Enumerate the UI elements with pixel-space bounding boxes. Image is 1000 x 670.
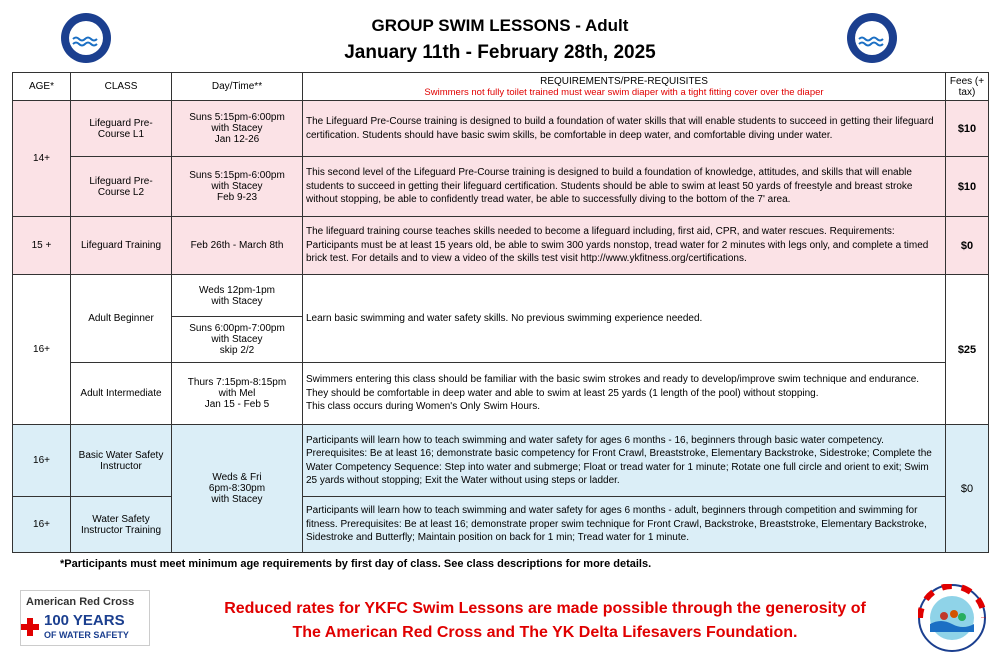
class-name: Lifeguard Pre-Course L2: [71, 157, 172, 217]
table-header-row: [13, 73, 989, 101]
requirements-text: The Lifeguard Pre-Course training is designed to build a foundation of water skills that will enable students to succeed in getting their lifeguard certification. Students should have basic swim skills, be comfortable in deep water, and comfortable diving under water.: [303, 101, 946, 157]
col-header-requirements: REQUIREMENTS/PRE-REQUISITES Swimmers not fully toilet trained must wear swim diaper with a tight fitting cover over the diaper: [303, 73, 946, 101]
table-row: [13, 157, 989, 217]
fee-cell: $0: [946, 217, 989, 275]
age-cell: 16+: [13, 275, 71, 425]
day-time: Feb 26th - March 8th: [172, 217, 303, 275]
age-requirement-note: *Participants must meet minimum age requirements by first day of class. See class descriptions for more details.: [60, 558, 652, 570]
col-header-fees: Fees (+ tax): [946, 73, 989, 101]
col-header-class: CLASS: [71, 73, 172, 101]
class-name: Basic Water Safety Instructor: [71, 425, 172, 497]
lifesavers-foundation-logo-icon: [918, 584, 986, 652]
requirements-text: The lifeguard training course teaches skills needed to become a lifeguard including, first aid, CPR, and water rescues. Requirements: Participants must be at least 15 years old, be able to swim 300 yards nonstop, tread water for 2 minutes with legs only, and complete a timed brick test. For details and to view a video of the skills test visit http://www.ykfitness.org/certifications.: [303, 217, 946, 275]
fee-cell: $10: [946, 157, 989, 217]
requirements-text: Participants will learn how to teach swimming and water safety for ages 6 months - adult, beginners through competition and swimming for fitness. Prerequisites: Be at least 16; demonstrate proper swim technique for Front Crawl, Backstroke, Breaststroke, Elementary Backstroke, Sidestroke and Butterfly; Maintain position on back for 1 min; Tread water for 1 minute.: [303, 497, 946, 553]
col-header-age: AGE*: [13, 73, 71, 101]
page-title: GROUP SWIM LESSONS - Adult: [371, 16, 629, 35]
table-row: [13, 363, 989, 425]
table-row: [13, 217, 989, 275]
requirements-text: Swimmers entering this class should be familiar with the basic swim strokes and ready to develop/improve swim technique and endurance. They should be comfortable in deep water and able to swim at least 25 yards (1 length of the pool) without stopping. This class occurs during Women's Only Swim Hours.: [303, 363, 946, 425]
day-time: Suns 5:15pm-6:00pm with Stacey Feb 9-23: [172, 157, 303, 217]
diaper-notice: Swimmers not fully toilet trained must wear swim diaper with a tight fitting cover over the diaper: [424, 86, 824, 98]
age-cell: 16+: [13, 425, 71, 497]
requirements-text: This second level of the Lifeguard Pre-Course training is designed to build a foundation of knowledge, attitudes, and skills that will enable students to succeed in getting their lifeguard certification. Students should be able to swim at least 50 yards of freestyle and breast stroke without stopping, be able to confidently tread water, be able to successfully diving to the bottom of the 7' area.: [303, 157, 946, 217]
class-name: Adult Intermediate: [71, 363, 172, 425]
fee-cell: $25: [946, 275, 989, 425]
class-name: Adult Beginner: [71, 275, 172, 363]
fee-cell: $0: [946, 425, 989, 553]
age-cell: 14+: [13, 101, 71, 217]
day-time: Suns 5:15pm-6:00pm with Stacey Jan 12-26: [172, 101, 303, 157]
day-time: Suns 6:00pm-7:00pm with Stacey skip 2/2: [172, 317, 303, 363]
table-row: [13, 275, 989, 317]
age-cell: 16+: [13, 497, 71, 553]
sponsor-thanks-line1: Reduced rates for YKFC Swim Lessons are made possible through the generosity of: [224, 600, 866, 617]
day-time: Thurs 7:15pm-8:15pm with Mel Jan 15 - Feb 5: [172, 363, 303, 425]
class-name: Lifeguard Pre-Course L1: [71, 101, 172, 157]
page-date-range: January 11th - February 28th, 2025: [344, 42, 656, 63]
day-time: Weds 12pm-1pm with Stacey: [172, 275, 303, 317]
schedule-table: [12, 72, 989, 553]
red-cross-logo: American Red Cross 100 YEARS OF WATER SAFETY: [20, 590, 150, 646]
requirements-text: Participants will learn how to teach swimming and water safety for ages 6 months - 16, beginners through basic water competency. Prerequisites: Be at least 16; demonstrate basic competency for Front Crawl, Breaststroke, Elementary Backstroke, Sidestroke; Complete the Water Competency Sequence: Step into water and submerge; Float or tread water for 1 minute; Rotate one full circle and orient to exit; Swim 25 yards without stopping; Exit the Water without using steps or ladder.: [303, 425, 946, 497]
sponsor-thanks-line2: The American Red Cross and The YK Delta Lifesavers Foundation.: [292, 624, 798, 641]
age-cell: 15 +: [13, 217, 71, 275]
day-time: Weds & Fri 6pm-8:30pm with Stacey: [172, 425, 303, 553]
class-name: Water Safety Instructor Training: [71, 497, 172, 553]
table-row: [13, 101, 989, 157]
page-header: [12, 10, 988, 72]
requirements-text: Learn basic swimming and water safety skills. No previous swimming experience needed.: [303, 275, 946, 363]
fee-cell: $10: [946, 101, 989, 157]
fitness-center-logo-icon: [846, 12, 898, 64]
table-row: [13, 425, 989, 497]
col-header-daytime: Day/Time**: [172, 73, 303, 101]
class-name: Lifeguard Training: [71, 217, 172, 275]
table-row: [13, 497, 989, 553]
